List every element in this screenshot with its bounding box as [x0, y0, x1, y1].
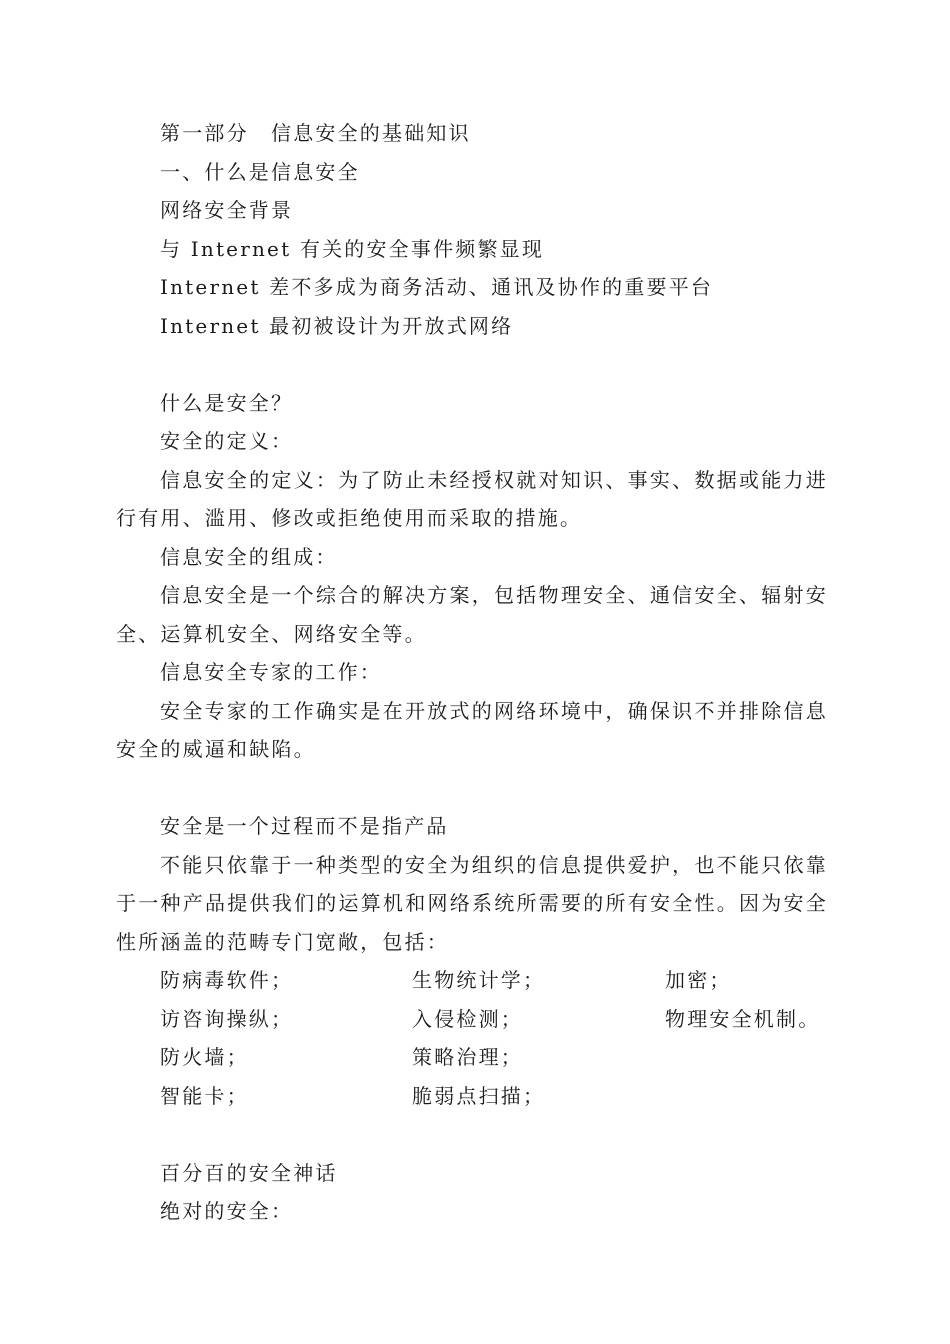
- paragraph: Internet 差不多成为商务活动、通讯及协作的重要平台: [160, 275, 714, 299]
- security-items-table: [116, 961, 828, 1115]
- paragraph: 安全专家的工作确实是在开放式的网络环境中，确保识不并排除信息安全的威逼和缺陷。: [116, 698, 828, 761]
- paragraph: 与 Internet 有关的安全事件频繁显现: [160, 236, 545, 261]
- list-item: 策略治理；: [412, 1045, 523, 1069]
- list-item: 智能卡；: [160, 1083, 249, 1108]
- section-heading: 一、什么是信息安全: [160, 159, 360, 184]
- list-item: 访咨询操纵；: [160, 1006, 294, 1031]
- paragraph: Internet 最初被设计为开放式网络: [160, 313, 514, 338]
- blank-line: [116, 345, 828, 384]
- subsection-heading: 什么是安全？: [160, 390, 294, 415]
- subsection-heading: 百分百的安全神话: [160, 1160, 338, 1185]
- list-item: 加密；: [665, 968, 732, 992]
- list-item: [665, 1038, 872, 1077]
- list-item: 入侵检测；: [412, 1006, 523, 1031]
- list-item: 生物统计学；: [412, 968, 546, 992]
- blank-line: [116, 769, 828, 808]
- blank-line: [116, 1115, 828, 1154]
- paragraph: 绝对的安全：: [160, 1199, 294, 1223]
- list-item: 脆弱点扫描；: [412, 1083, 546, 1108]
- list-item: [665, 1077, 872, 1116]
- paragraph: 信息安全专家的工作：: [160, 660, 382, 684]
- list-item: 防病毒软件；: [160, 968, 294, 992]
- subsection-heading: 安全是一个过程而不是指产品: [160, 814, 449, 838]
- list-item: 防火墙；: [160, 1045, 249, 1069]
- paragraph: 信息安全的定义：为了防止未经授权就对知识、事实、数据或能力进行有用、滥用、修改或拒绝使用而采取的措施。: [116, 467, 828, 530]
- document-page: [116, 114, 828, 1231]
- subsection-heading: 网络安全背景: [160, 198, 294, 222]
- paragraph: 信息安全是一个综合的解决方案，包括物理安全、通信安全、辐射安全、运算机安全、网络安全等。: [116, 583, 828, 646]
- paragraph: 不能只依靠于一种类型的安全为组织的信息提供爱护，也不能只依靠于一种产品提供我们的运算机和网络系统所需要的所有安全性。因为安全性所涵盖的范畴专门宽敞，包括：: [116, 852, 828, 954]
- paragraph: 安全的定义：: [160, 429, 294, 453]
- paragraph: 信息安全的组成：: [160, 544, 338, 569]
- list-item: 物理安全机制。: [665, 1006, 821, 1031]
- part-heading: 第一部分 信息安全的基础知识: [160, 121, 471, 145]
